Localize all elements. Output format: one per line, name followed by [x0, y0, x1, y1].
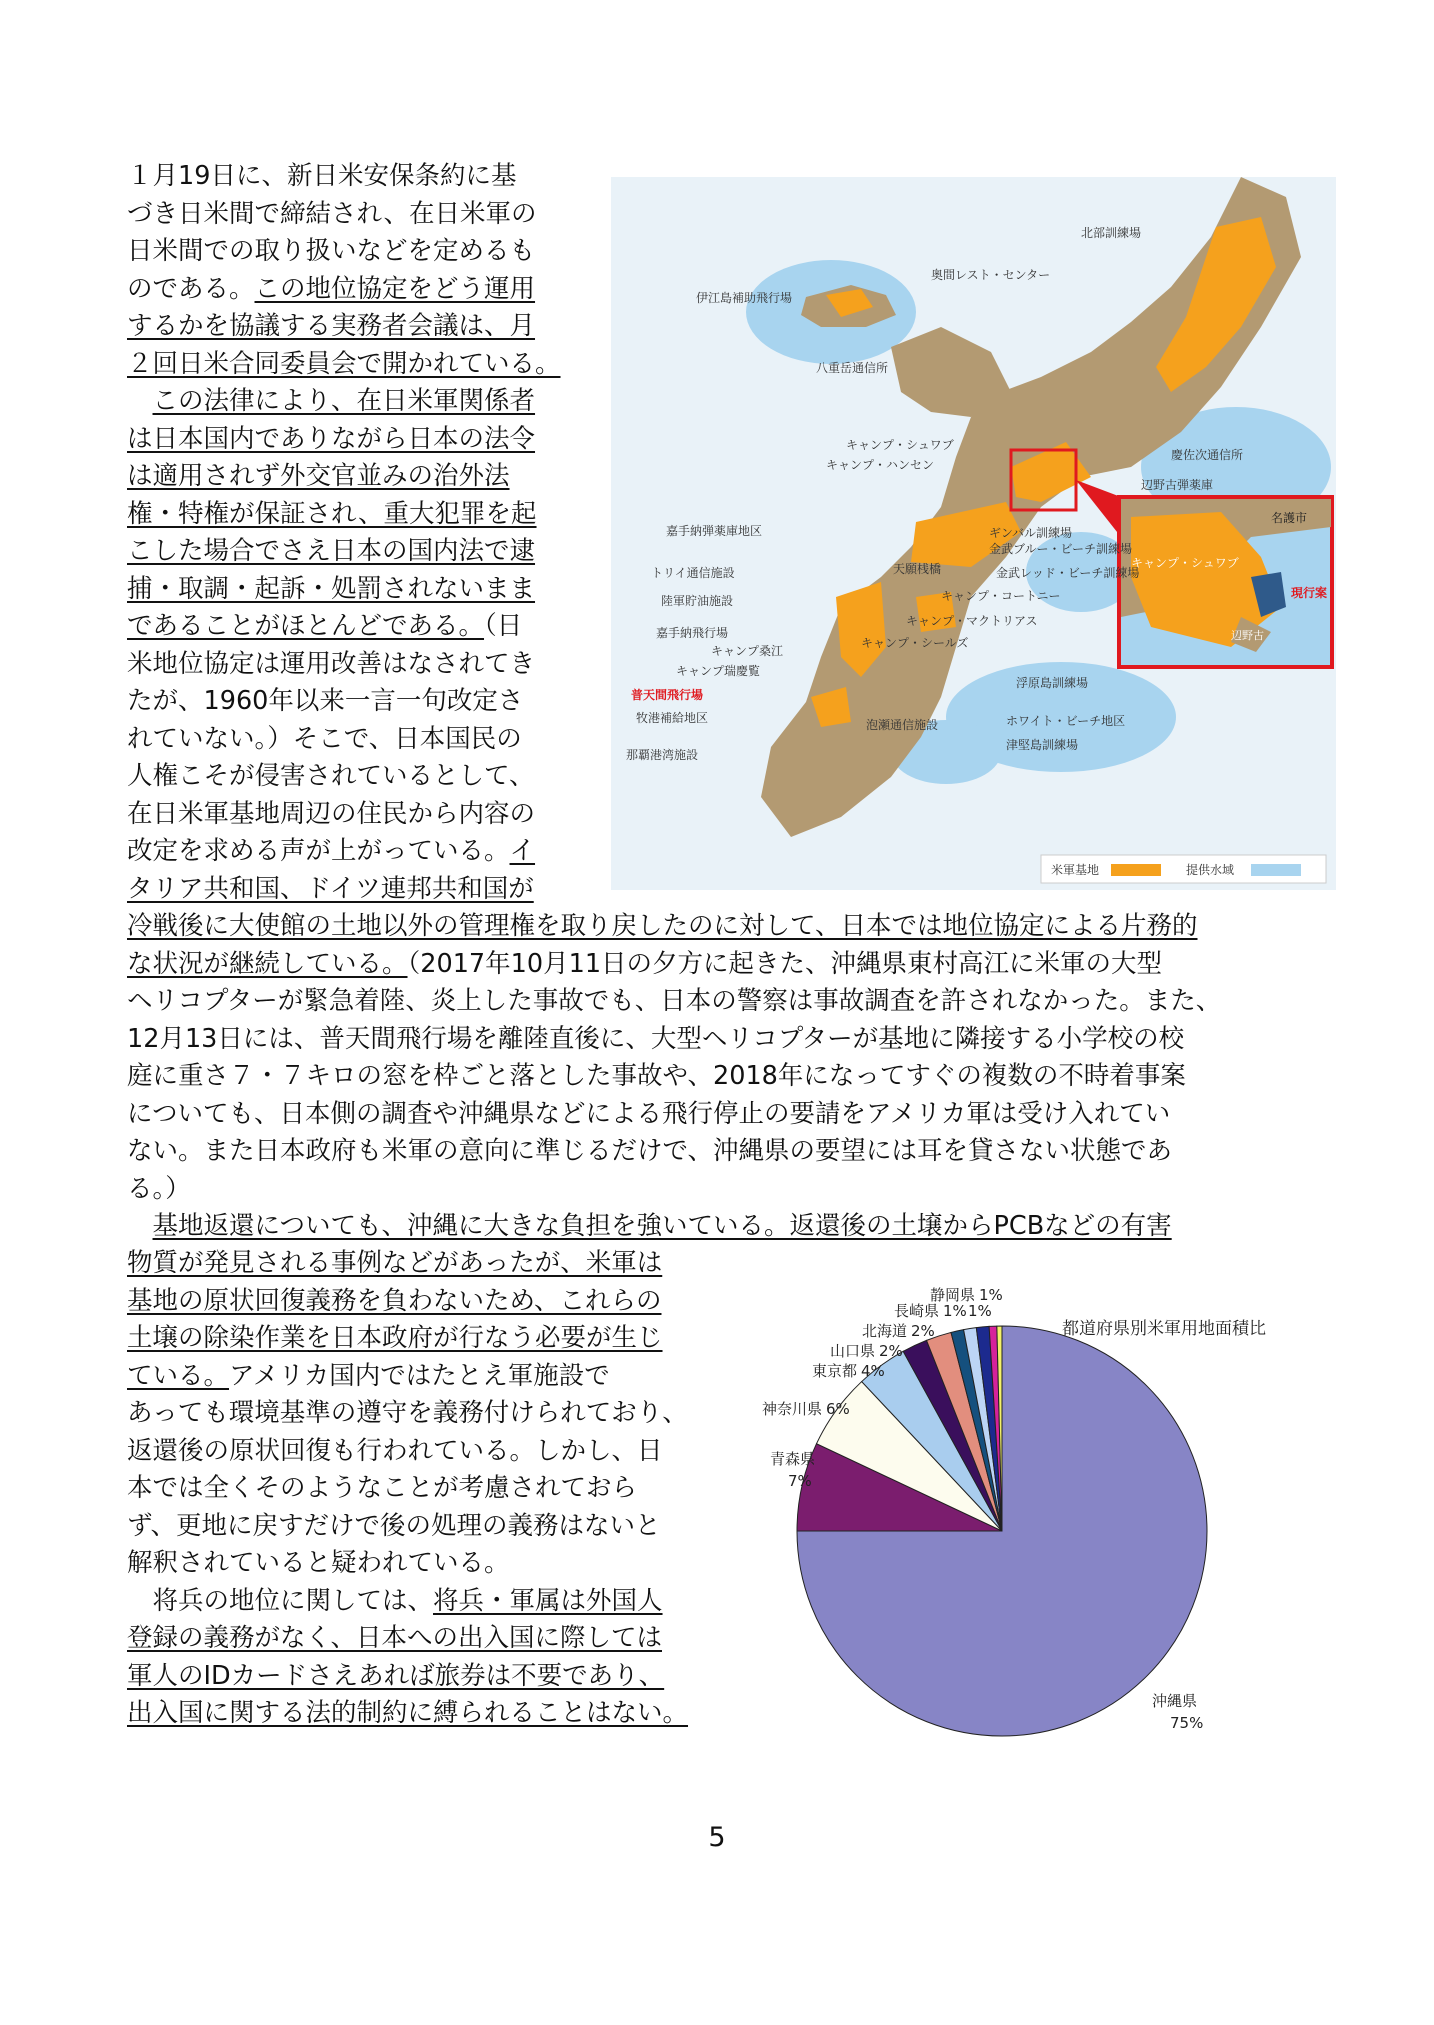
- pie-label-value: 2%: [879, 1342, 903, 1360]
- text-line: [127, 1283, 752, 1321]
- text-line: [127, 421, 587, 459]
- pie-label-name: 長崎県: [894, 1302, 940, 1320]
- text-line: [127, 1395, 752, 1433]
- legend-base-swatch: [1111, 864, 1161, 876]
- pie-label: [1152, 1692, 1203, 1732]
- underlined-segment: な状況が継続している。: [127, 948, 408, 979]
- map-label: ホワイト・ビーチ地区: [1006, 714, 1126, 728]
- text-line: [127, 1096, 1327, 1134]
- map-label: 奥間レスト・センター: [931, 268, 1051, 282]
- underlined-segment: 捕・取調・起訴・処罰されないまま: [127, 573, 536, 604]
- pie-label-name: 静岡県: [930, 1286, 976, 1304]
- text-line: [127, 533, 587, 571]
- text-line: [127, 571, 587, 609]
- map-label: 天願桟橋: [893, 562, 942, 576]
- text-line: [127, 1470, 752, 1508]
- map-label: キャンプ・シュワブ: [846, 438, 954, 452]
- text-segment: 米地位協定は運用改善はなされてき: [127, 648, 536, 679]
- map-label: 泡瀬通信施設: [866, 718, 939, 732]
- text-line: [127, 721, 587, 759]
- text-line: [127, 308, 587, 346]
- pie-label: [894, 1302, 967, 1320]
- text-segment: 解釈されていると疑われている。: [127, 1548, 510, 1578]
- map-label: 北部訓練場: [1081, 226, 1142, 240]
- map-label: 那覇港湾施設: [626, 748, 699, 762]
- inset-base-label: キャンプ・シュワブ: [1131, 556, 1239, 570]
- pie-label-value: 7%: [788, 1472, 812, 1490]
- text-line: [127, 458, 587, 496]
- text-line: [127, 758, 587, 796]
- page-number: 5: [708, 1822, 726, 1853]
- text-line: [127, 1433, 752, 1471]
- pie-label-name: 山口県: [830, 1342, 876, 1360]
- land-area-pie-chart: [752, 1286, 1312, 1756]
- okinawa-bases-map: [611, 177, 1336, 890]
- underlined-segment: 基地返還についても、沖縄に大きな負担を強いている。返還後の土壌からPCBなどの有害: [152, 1211, 1172, 1241]
- text-line: [127, 158, 587, 196]
- text-segment: 12月13日には、普天間飛行場を離陸直後に、大型ヘリコプターが基地に隣接する小学校の校: [127, 1023, 1185, 1054]
- map-label: 陸軍貯油施設: [661, 594, 734, 608]
- map-label: キャンプ・コートニー: [941, 589, 1061, 603]
- text-line: [127, 1545, 752, 1583]
- text-segment: [127, 386, 153, 416]
- underlined-segment: ている。: [127, 1360, 230, 1391]
- pie-label: [830, 1342, 903, 1360]
- text-line: [127, 233, 587, 271]
- text-line: [127, 608, 587, 646]
- text-segment: [127, 1211, 153, 1241]
- text-line: [127, 1695, 752, 1733]
- text-line: [127, 946, 1327, 984]
- map-label: キャンプ・シールズ: [861, 636, 969, 650]
- text-segment: ず、更地に戻すだけで後の処理の義務はないと: [127, 1510, 661, 1541]
- text-line: [127, 683, 587, 721]
- text-line: [127, 1583, 752, 1621]
- chart-title: 都道府県別米軍用地面積比: [1062, 1319, 1266, 1339]
- underlined-segment: は日本国内でありながら日本の法令: [127, 423, 536, 454]
- underlined-segment: この地位協定をどう運用: [254, 273, 536, 304]
- pie-label-value: 6%: [826, 1400, 850, 1418]
- text-segment: アメリカ国内ではたとえ軍施設で: [229, 1360, 610, 1391]
- inset-place-label: 名護市: [1271, 511, 1308, 525]
- underlined-segment: 基地の原状回復義務を負わないため、これらの: [127, 1285, 662, 1316]
- text-segment: 将兵の地位に関しては、: [127, 1585, 434, 1616]
- pie-slices: [797, 1326, 1207, 1736]
- text-line: [127, 383, 587, 421]
- underlined-segment: であることがほとんどである。: [127, 611, 485, 641]
- text-segment: あっても環境基準の遵守を義務付けられており、: [127, 1398, 688, 1428]
- pie-label-value: 1%: [943, 1302, 967, 1320]
- text-segment: 在日米軍基地周辺の住民から内容の: [127, 798, 536, 829]
- pie-label-value: 1%: [979, 1286, 1003, 1304]
- henoko-inset: [1119, 497, 1332, 667]
- pie-label-name: 神奈川県: [762, 1400, 823, 1418]
- map-label: 辺野古弾薬庫: [1141, 478, 1214, 492]
- map-label: トリイ通信施設: [651, 566, 735, 580]
- text-line: [127, 646, 587, 684]
- text-segment: 庭に重さ７・７キロの窓を枠ごと落とした事故や、2018年になってすぐの複数の不時着事案: [127, 1061, 1186, 1091]
- pie-label: [762, 1400, 850, 1418]
- paragraph-left-column-bottom: [127, 1245, 752, 1733]
- inset-plan-label: 現行案: [1291, 586, 1328, 600]
- text-line: [127, 1208, 1327, 1246]
- map-legend: [1041, 855, 1326, 883]
- map-label: 嘉手納飛行場: [656, 626, 729, 640]
- pie-label-name: 沖縄県: [1152, 1692, 1198, 1710]
- text-line: [127, 1320, 752, 1358]
- map-label: 牧港補給地区: [636, 711, 709, 725]
- map-label: 金武ブルー・ビーチ訓練場: [989, 542, 1133, 556]
- text-line: [127, 983, 1327, 1021]
- pie-label-name: 北海道: [862, 1322, 908, 1340]
- map-label: 伊江島補助飛行場: [696, 291, 793, 305]
- underlined-segment: こした場合でさえ日本の国内法で逮: [127, 536, 536, 566]
- text-segment: づき日米間で締結され、在日米軍の: [127, 198, 537, 229]
- pie-label-value: 1%: [968, 1302, 992, 1320]
- map-label: キャンプ瑞慶覧: [676, 664, 761, 678]
- text-segment: 日米間での取り扱いなどを定めるも: [127, 236, 536, 266]
- map-label: 金武レッド・ビーチ訓練場: [996, 566, 1140, 580]
- inset-island-label: 辺野古: [1231, 629, 1264, 642]
- underlined-segment: 物質が発見される事例などがあったが、米軍は: [127, 1248, 663, 1278]
- text-line: [127, 1658, 752, 1696]
- paragraph-full-width: [127, 908, 1327, 1246]
- text-segment: ない。また日本政府も米軍の意向に準じるだけで、沖縄県の要望には耳を貸さない状態であ: [127, 1136, 1172, 1166]
- text-segment: （日: [484, 611, 523, 641]
- text-line: [127, 796, 587, 834]
- text-line: [127, 1171, 1327, 1209]
- legend-base-label: 米軍基地: [1051, 863, 1100, 877]
- underlined-segment: 登録の義務がなく、日本への出入国に際しては: [127, 1623, 662, 1653]
- map-label: 八重岳通信所: [816, 361, 889, 375]
- pie-label-value: 2%: [911, 1322, 935, 1340]
- underlined-segment: は適用されず外交官並みの治外法: [127, 461, 510, 491]
- text-segment: 改定を求める声が上がっている。: [127, 836, 510, 866]
- legend-water-swatch: [1251, 864, 1301, 876]
- underlined-segment: ２回日米合同委員会で開かれている。: [127, 348, 561, 379]
- pie-label: [862, 1322, 935, 1340]
- text-line: [127, 871, 587, 909]
- map-label: 慶佐次通信所: [1171, 448, 1244, 462]
- underlined-segment: タリア共和国、ドイツ連邦共和国が: [127, 873, 534, 904]
- pie-label: [930, 1286, 1003, 1304]
- text-line: [127, 908, 1327, 946]
- underlined-segment: 将兵・軍属は外国人: [433, 1585, 663, 1616]
- map-label: キャンプ桑江: [711, 644, 784, 658]
- map-label: 浮原島訓練場: [1016, 676, 1089, 690]
- text-line: [127, 1620, 752, 1658]
- text-line: [127, 346, 587, 384]
- map-label: 津堅島訓練場: [1006, 738, 1079, 752]
- pie-label-name: 東京都: [812, 1362, 858, 1380]
- text-line: [127, 1358, 752, 1396]
- map-label: ギンバル訓練場: [989, 526, 1073, 540]
- underlined-segment: 土壌の除染作業を日本政府が行なう必要が生じ: [127, 1323, 663, 1353]
- text-segment: 本では全くそのようなことが考慮されておら: [127, 1473, 638, 1503]
- underlined-segment: 権・特権が保証され、重大犯罪を起: [127, 498, 537, 529]
- map-label: キャンプ・マクトリアス: [906, 614, 1038, 628]
- text-line: [127, 1245, 752, 1283]
- text-segment: についても、日本側の調査や沖縄県などによる飛行停止の要請をアメリカ軍は受け入れてい: [127, 1098, 1171, 1129]
- pie-label-value: 4%: [861, 1362, 885, 1380]
- paragraph-left-column-top: [127, 158, 587, 908]
- text-segment: （2017年10月11日の夕方に起きた、沖縄県東村高江に米軍の大型: [407, 948, 1163, 979]
- underlined-segment: 軍人のIDカードさえあれば旅券は不要であり、: [127, 1660, 665, 1691]
- underlined-segment: 冷戦後に大使館の土地以外の管理権を取り戻したのに対して、日本では地位協定による片務的: [127, 911, 1198, 941]
- map-label-futenma: 普天間飛行場: [631, 688, 704, 702]
- text-segment: 返還後の原状回復も行われている。しかし、日: [127, 1435, 663, 1466]
- text-line: [127, 1021, 1327, 1059]
- pie-label: [968, 1302, 992, 1320]
- text-line: [127, 271, 587, 309]
- map-label: キャンプ・ハンセン: [826, 458, 935, 472]
- underlined-segment: この法律により、在日米軍関係者: [152, 386, 536, 416]
- text-segment: 人権こそが侵害されているとして、: [127, 761, 535, 791]
- text-line: [127, 496, 587, 534]
- text-line: [127, 196, 587, 234]
- text-segment: る。）: [127, 1173, 191, 1204]
- underlined-segment: するかを協議する実務者会議は、月: [127, 311, 536, 341]
- legend-water-label: 提供水域: [1186, 863, 1235, 877]
- text-segment: １月19日に、新日米安保条約に基: [127, 161, 517, 191]
- pie-label-name: 青森県: [770, 1450, 816, 1468]
- text-segment: れていない。）そこで、日本国民の: [127, 723, 522, 754]
- text-segment: のである。: [127, 273, 255, 304]
- underlined-segment: イ: [509, 836, 536, 866]
- text-line: [127, 1508, 752, 1546]
- map-label: 嘉手納弾薬庫地区: [666, 524, 763, 538]
- text-line: [127, 833, 587, 871]
- text-segment: ヘリコプターが緊急着陸、炎上した事故でも、日本の警察は事故調査を許されなかった。また、: [127, 986, 1222, 1016]
- underlined-segment: 出入国に関する法的制約に縛られることはない。: [127, 1698, 689, 1728]
- text-segment: たが、1960年以来一言一句改定さ: [127, 686, 524, 716]
- pie-label: [812, 1362, 885, 1380]
- pie-label-value: 75%: [1170, 1714, 1204, 1732]
- text-line: [127, 1133, 1327, 1171]
- text-line: [127, 1058, 1327, 1096]
